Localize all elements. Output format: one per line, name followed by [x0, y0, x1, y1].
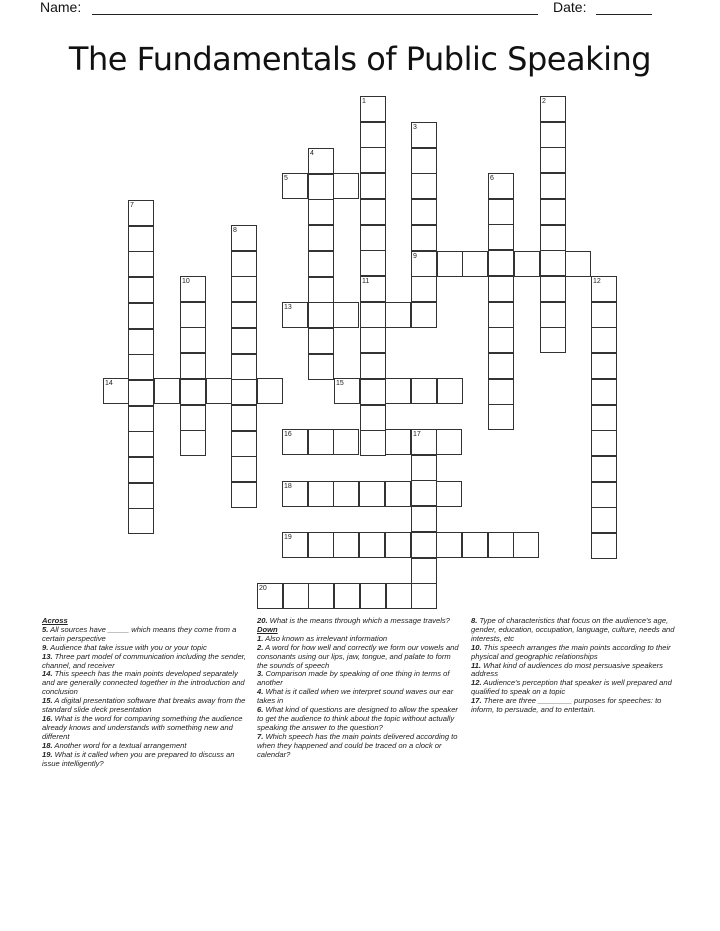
- down-clue: [471, 617, 678, 644]
- grid-cell[interactable]: [231, 405, 257, 431]
- grid-cell[interactable]: [488, 302, 514, 328]
- clue-number: 15.: [42, 696, 53, 706]
- clue-number: 16.: [42, 713, 53, 723]
- grid-cell[interactable]: [359, 532, 385, 558]
- clue-number: 13.: [42, 651, 53, 661]
- clue-column-2: [257, 617, 462, 760]
- grid-cell[interactable]: [231, 354, 257, 380]
- grid-cell[interactable]: [333, 173, 359, 199]
- clue-number: 4: [310, 150, 314, 157]
- across-clue: [42, 670, 252, 697]
- grid-cell[interactable]: [411, 583, 437, 609]
- grid-cell[interactable]: [180, 379, 206, 405]
- grid-cell[interactable]: [411, 455, 437, 481]
- clue-number: 17: [413, 431, 421, 438]
- clue-number: 5: [284, 175, 288, 182]
- down-clue: [471, 697, 678, 715]
- grid-cell[interactable]: [308, 532, 334, 558]
- clue-number: 14: [105, 380, 113, 387]
- grid-cell[interactable]: [360, 199, 386, 225]
- down-clue: [257, 688, 462, 706]
- clue-number: 11: [362, 278, 370, 285]
- grid-cell[interactable]: [540, 327, 566, 353]
- date-field[interactable]: [596, 14, 652, 15]
- clue-number: 7.: [257, 731, 264, 741]
- grid-cell[interactable]: [180, 302, 206, 328]
- clue-text: Audience's perception that speaker is well prepared and qualified to speak on a topic: [471, 678, 672, 697]
- grid-cell[interactable]: [436, 481, 462, 507]
- clue-number: 3: [413, 124, 417, 131]
- grid-cell[interactable]: [411, 173, 437, 199]
- grid-cell[interactable]: [128, 457, 154, 483]
- grid-cell[interactable]: [308, 328, 334, 354]
- clue-text: A digital presentation software that breaks away from the standard slide deck presentation: [42, 696, 246, 715]
- grid-cell[interactable]: [154, 378, 180, 404]
- grid-cell[interactable]: [540, 250, 566, 276]
- clue-number: 19.: [42, 749, 53, 759]
- clue-text: This speech has the main points developed separately and are generally connected together in the introduction and conclusion: [42, 669, 245, 697]
- across-heading: Across: [42, 616, 68, 625]
- grid-cell[interactable]: [206, 378, 232, 404]
- grid-cell[interactable]: [128, 226, 154, 252]
- grid-cell[interactable]: [488, 532, 514, 558]
- clue-number: 10: [182, 278, 190, 285]
- clue-number: 14.: [42, 669, 53, 679]
- grid-cell[interactable]: [128, 431, 154, 457]
- grid-cell[interactable]: [308, 174, 334, 200]
- grid-cell[interactable]: [128, 380, 154, 406]
- grid-cell[interactable]: [411, 378, 437, 404]
- grid-cell[interactable]: [231, 251, 257, 277]
- grid-cell[interactable]: [591, 379, 617, 405]
- grid-cell[interactable]: [385, 532, 411, 558]
- grid-cell[interactable]: [360, 583, 386, 609]
- clue-number: 18.: [42, 740, 53, 750]
- clue-number: 13: [284, 304, 292, 311]
- clue-number: 20.: [257, 616, 268, 625]
- grid-cell[interactable]: [462, 251, 488, 277]
- clue-text: All sources have _____ which means they come from a certain perspective: [42, 624, 237, 643]
- clue-text: Which speech has the main points delivered according to when they happened and could be traced on a clock or calendar?: [257, 731, 458, 759]
- grid-cell[interactable]: [128, 354, 154, 380]
- grid-cell[interactable]: [180, 430, 206, 456]
- grid-cell[interactable]: [128, 508, 154, 534]
- grid-cell[interactable]: [231, 302, 257, 328]
- grid-cell[interactable]: [591, 327, 617, 353]
- grid-cell[interactable]: [385, 302, 411, 328]
- page-title: The Fundamentals of Public Speaking: [68, 40, 652, 78]
- grid-cell[interactable]: [411, 199, 437, 225]
- grid-cell[interactable]: [591, 353, 617, 379]
- clue-number: 19: [284, 534, 292, 541]
- grid-cell[interactable]: [231, 379, 257, 405]
- grid-cell[interactable]: [128, 277, 154, 303]
- across-clue: [42, 715, 252, 742]
- grid-cell[interactable]: [540, 225, 566, 251]
- clue-text: What is it called when you are prepared to discuss an issue intelligently?: [42, 749, 235, 768]
- clue-text: This speech arranges the main points according to their physical and geographic relationships: [471, 642, 671, 661]
- grid-cell[interactable]: [411, 532, 437, 558]
- across-clue: [257, 617, 462, 626]
- clue-number: 10.: [471, 642, 482, 652]
- across-clue: [42, 626, 252, 644]
- grid-cell[interactable]: [231, 328, 257, 354]
- across-clue: [42, 653, 252, 671]
- grid-cell[interactable]: [411, 506, 437, 532]
- grid-cell[interactable]: [308, 302, 334, 328]
- grid-cell[interactable]: [308, 583, 334, 609]
- clue-number: 2.: [257, 642, 264, 652]
- grid-cell[interactable]: [360, 122, 386, 148]
- clue-number: 11.: [471, 660, 481, 670]
- grid-cell[interactable]: [436, 532, 462, 558]
- grid-cell[interactable]: [180, 353, 206, 379]
- down-clue: [471, 644, 678, 662]
- grid-cell[interactable]: [360, 430, 386, 456]
- header: [0, 0, 720, 22]
- clue-number: 1.: [257, 633, 264, 643]
- clue-number: 7: [130, 202, 134, 209]
- grid-cell[interactable]: [180, 327, 206, 353]
- grid-cell[interactable]: [359, 481, 385, 507]
- grid-cell[interactable]: [514, 251, 540, 277]
- down-clue: [257, 733, 462, 760]
- clue-text: What is the word for comparing something the audience already knows and understands with something new and different: [42, 713, 243, 741]
- grid-cell[interactable]: [411, 558, 437, 584]
- grid-cell[interactable]: [385, 378, 411, 404]
- grid-cell[interactable]: [333, 481, 359, 507]
- clue-text: Audience that take issue with you or your topic: [48, 642, 207, 652]
- clue-text: Another word for a textual arrangement: [52, 740, 187, 750]
- grid-cell[interactable]: [462, 532, 488, 558]
- clue-number: 8: [233, 227, 237, 234]
- grid-cell[interactable]: [565, 251, 591, 277]
- clue-number: 9: [413, 253, 417, 260]
- grid-cell[interactable]: [488, 379, 514, 405]
- clue-number: 5.: [42, 624, 49, 634]
- grid-cell[interactable]: [231, 482, 257, 508]
- down-clue: [257, 670, 462, 688]
- grid-cell[interactable]: [360, 225, 386, 251]
- grid-cell[interactable]: [411, 302, 437, 328]
- clue-text: Type of characteristics that focus on the audience's age, gender, education, occupation, language, culture, needs and interests, etc: [471, 616, 675, 643]
- clue-number: 17.: [471, 696, 482, 706]
- grid-cell[interactable]: [283, 583, 309, 609]
- date-label: Date:: [553, 0, 587, 15]
- clue-number: 18: [284, 483, 292, 490]
- grid-cell[interactable]: [591, 302, 617, 328]
- grid-cell[interactable]: [488, 199, 514, 225]
- down-clue: [257, 644, 462, 671]
- grid-cell[interactable]: [385, 481, 411, 507]
- across-clue: [42, 697, 252, 715]
- grid-cell[interactable]: [436, 429, 462, 455]
- grid-cell[interactable]: [308, 277, 334, 303]
- name-field[interactable]: [92, 14, 538, 15]
- clue-number: 1: [362, 98, 366, 105]
- grid-cell[interactable]: [257, 378, 283, 404]
- name-label: Name:: [40, 0, 82, 15]
- down-clue: [471, 679, 678, 697]
- grid-cell[interactable]: [488, 276, 514, 302]
- grid-cell[interactable]: [488, 224, 514, 250]
- grid-cell[interactable]: [488, 327, 514, 353]
- grid-cell[interactable]: [540, 302, 566, 328]
- grid-cell[interactable]: [411, 276, 437, 302]
- clue-number: 4.: [257, 687, 264, 697]
- grid-cell[interactable]: [308, 199, 334, 225]
- grid-cell[interactable]: [333, 429, 359, 455]
- clue-text: What kind of questions are designed to allow the speaker to get the audience to think about the topic without actually speaking the answer to the question?: [257, 705, 458, 732]
- clue-column-3: [471, 617, 678, 715]
- grid-cell[interactable]: [360, 250, 386, 276]
- grid-cell[interactable]: [591, 482, 617, 508]
- grid-cell[interactable]: [488, 250, 514, 276]
- grid-cell[interactable]: [360, 327, 386, 353]
- across-clue: [42, 751, 252, 769]
- clue-text: What is the means through which a message travels?: [267, 616, 450, 625]
- grid-cell[interactable]: [540, 173, 566, 199]
- grid-cell[interactable]: [437, 251, 463, 277]
- grid-cell[interactable]: [128, 303, 154, 329]
- grid-cell[interactable]: [591, 405, 617, 431]
- grid-cell[interactable]: [360, 173, 386, 199]
- grid-cell[interactable]: [128, 251, 154, 277]
- clue-text: A word for how well and correctly we form our vowels and consonants using our lips, jaw, tongue, and palate to form the sounds of speech: [257, 642, 459, 670]
- grid-cell[interactable]: [334, 583, 360, 609]
- clue-number: 12: [593, 278, 601, 285]
- grid-cell[interactable]: [308, 225, 334, 251]
- grid-cell[interactable]: [513, 532, 539, 558]
- grid-cell[interactable]: [231, 276, 257, 302]
- down-clue: [471, 662, 678, 680]
- grid-cell[interactable]: [308, 481, 334, 507]
- clue-column-1: [42, 617, 252, 768]
- clue-number: 6.: [257, 705, 264, 715]
- grid-cell[interactable]: [128, 329, 154, 355]
- grid-cell[interactable]: [540, 276, 566, 302]
- grid-cell[interactable]: [231, 431, 257, 457]
- grid-cell[interactable]: [180, 405, 206, 431]
- down-clue: [257, 706, 462, 733]
- grid-cell[interactable]: [360, 353, 386, 379]
- clue-number: 6: [490, 175, 494, 182]
- clue-number: 15: [336, 380, 344, 387]
- grid-cell[interactable]: [488, 353, 514, 379]
- grid-cell[interactable]: [360, 147, 386, 173]
- grid-cell[interactable]: [591, 456, 617, 482]
- grid-cell[interactable]: [128, 406, 154, 432]
- clue-text: Comparison made by speaking of one thing in terms of another: [257, 669, 450, 688]
- clue-text: What is it called when we interpret sound waves our ear takes in: [257, 687, 454, 706]
- clue-text: Three part model of communication including the sender, channel, and receiver: [42, 651, 246, 670]
- grid-cell[interactable]: [411, 480, 437, 506]
- grid-cell[interactable]: [360, 302, 386, 328]
- clue-number: 9.: [42, 642, 49, 652]
- grid-cell[interactable]: [591, 507, 617, 533]
- grid-cell[interactable]: [360, 379, 386, 405]
- down-heading: Down: [257, 624, 278, 634]
- grid-cell[interactable]: [308, 251, 334, 277]
- clue-number: 3.: [257, 669, 264, 679]
- clue-text: There are three ________ purposes for speeches: to inform, to persuade, and to entertain.: [471, 696, 662, 715]
- grid-cell[interactable]: [411, 225, 437, 251]
- grid-cell[interactable]: [540, 199, 566, 225]
- grid-cell[interactable]: [231, 456, 257, 482]
- grid-cell[interactable]: [386, 583, 412, 609]
- grid-cell[interactable]: [385, 429, 411, 455]
- clue-number: 16: [284, 431, 292, 438]
- clue-number: 20: [259, 585, 267, 592]
- grid-cell[interactable]: [591, 533, 617, 559]
- clue-text: What kind of audiences do most persuasive speakers address: [471, 660, 663, 679]
- grid-cell[interactable]: [128, 483, 154, 509]
- grid-cell[interactable]: [437, 378, 463, 404]
- grid-cell[interactable]: [360, 405, 386, 431]
- grid-cell[interactable]: [308, 354, 334, 380]
- grid-cell[interactable]: [333, 532, 359, 558]
- grid-cell[interactable]: [308, 429, 334, 455]
- grid-cell[interactable]: [591, 430, 617, 456]
- clue-number: 12.: [471, 678, 482, 688]
- grid-cell[interactable]: [540, 147, 566, 173]
- grid-cell[interactable]: [411, 148, 437, 174]
- clue-text: Also known as irrelevant information: [263, 633, 388, 643]
- grid-cell[interactable]: [333, 302, 359, 328]
- clue-number: 2: [542, 98, 546, 105]
- clue-number: 8.: [471, 616, 478, 625]
- grid-cell[interactable]: [488, 404, 514, 430]
- grid-cell[interactable]: [540, 122, 566, 148]
